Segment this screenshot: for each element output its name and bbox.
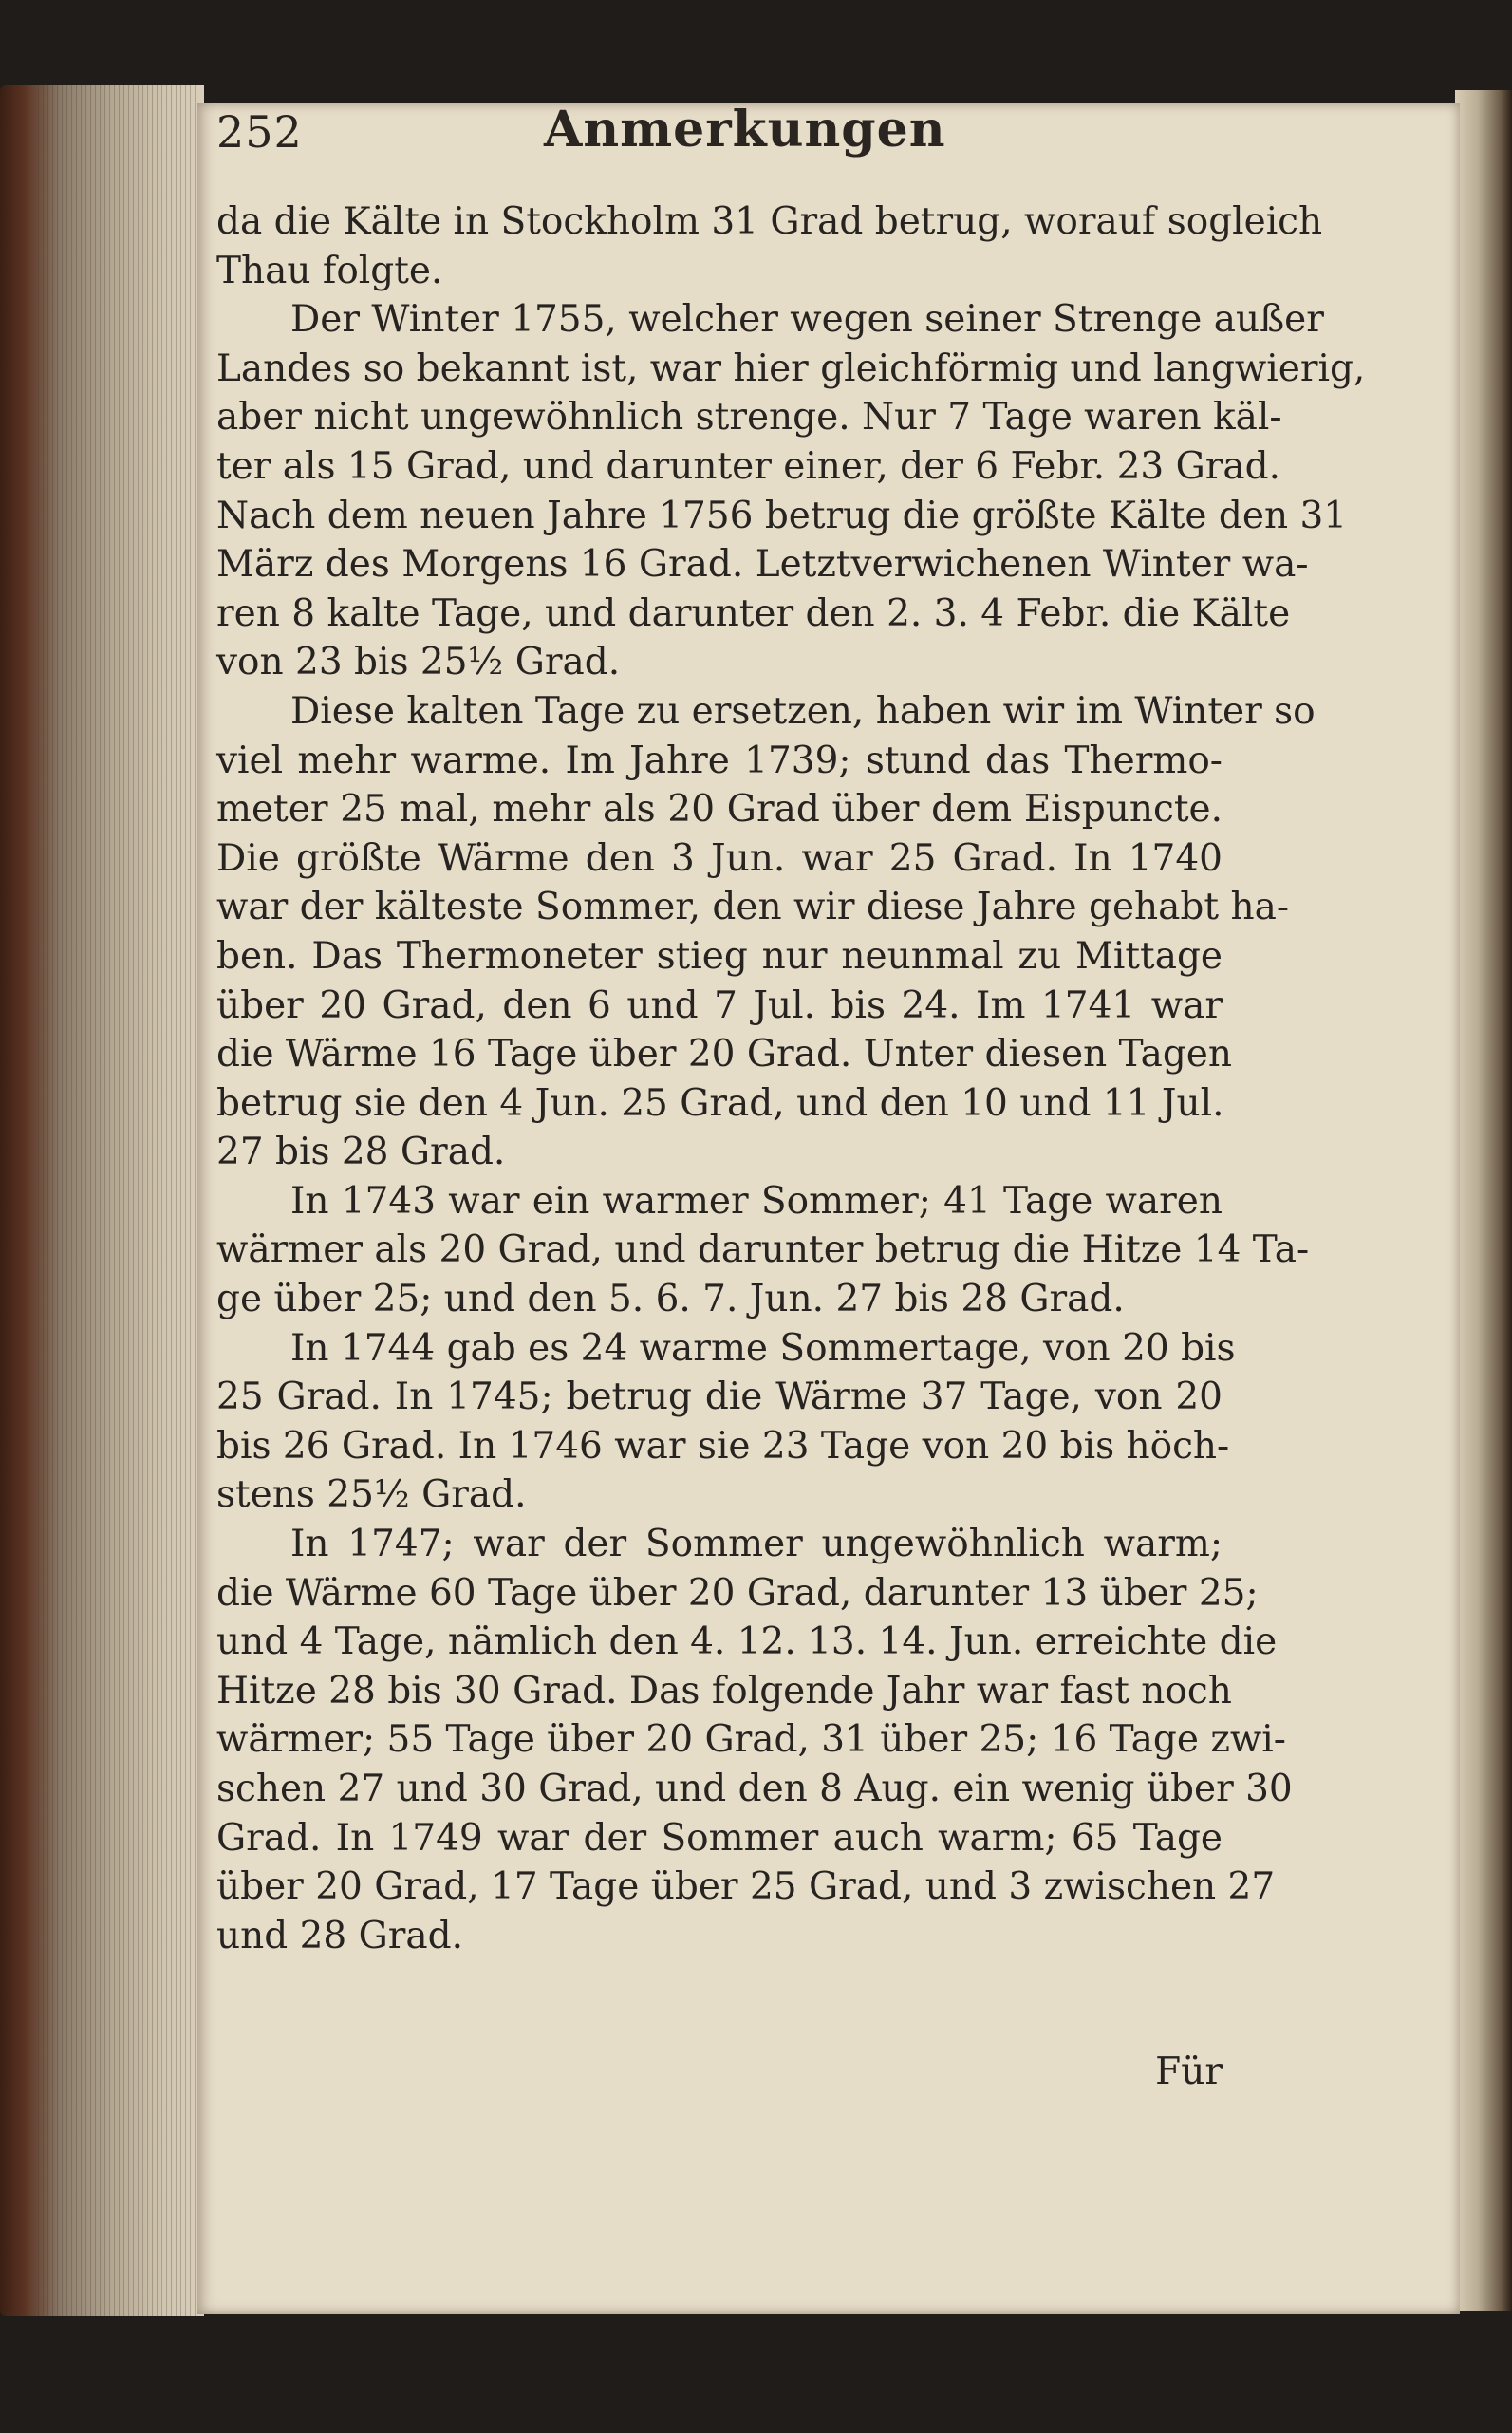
page-header bbox=[216, 101, 1223, 182]
text-line: meter 25 mal, mehr als 20 Grad über dem Eispuncte. bbox=[216, 788, 1223, 832]
text-line: 27 bis 28 Grad. bbox=[216, 1131, 506, 1174]
text-line: schen 27 und 30 Grad, und den 8 Aug. ein wenig über 30 bbox=[216, 1768, 1293, 1810]
text-line: Landes so bekannt ist, war hier gleichförmig und langwierig, bbox=[216, 346, 1366, 390]
text-line: ren 8 kalte Tage, und darunter den 2. 3. 4 Febr. die Kälte bbox=[216, 591, 1291, 635]
text-line: Nach dem neuen Jahre 1756 betrug die größte Kälte den 31 bbox=[216, 494, 1348, 537]
text-line: Diese kalten Tage zu ersetzen, haben wir im Winter so bbox=[290, 689, 1316, 733]
text-line: war der kälteste Sommer, den wir diese Jahre gehabt ha- bbox=[216, 886, 1290, 929]
text-line: Der Winter 1755, welcher wegen seiner Strenge außer bbox=[290, 298, 1324, 342]
text-line: die Wärme 60 Tage über 20 Grad, darunter 13 über 25; bbox=[216, 1571, 1259, 1615]
text-line: Thau folgte. bbox=[216, 249, 443, 292]
text-line: wärmer als 20 Grad, und darunter betrug die Hitze 14 Ta- bbox=[216, 1228, 1310, 1272]
text-line: 25 Grad. In 1745; betrug die Wärme 37 Tage, von 20 bbox=[216, 1376, 1223, 1419]
text-line: Grad. In 1749 war der Sommer auch warm; 65 Tage bbox=[216, 1816, 1223, 1860]
text-line: wärmer; 55 Tage über 20 Grad, 31 über 25; 16 Tage zwi- bbox=[216, 1718, 1286, 1762]
text-line: viel mehr warme. Im Jahre 1739; stund das Thermo- bbox=[216, 739, 1223, 782]
text-line: In 1743 war ein warmer Sommer; 41 Tage waren bbox=[290, 1179, 1223, 1223]
running-head: Anmerkungen bbox=[544, 101, 946, 159]
text-line: bis 26 Grad. In 1746 war sie 23 Tage von 20 bis höch- bbox=[216, 1424, 1230, 1468]
text-line: ge über 25; und den 5. 6. 7. Jun. 27 bis 28 Grad. bbox=[216, 1278, 1125, 1321]
text-line: von 23 bis 25½ Grad. bbox=[216, 641, 621, 684]
page-edges-left bbox=[0, 85, 204, 2316]
text-line: über 20 Grad, 17 Tage über 25 Grad, und 3 zwischen 27 bbox=[216, 1865, 1276, 1909]
text-line: da die Kälte in Stockholm 31 Grad betrug, worauf sogleich bbox=[216, 200, 1323, 243]
page-number: 252 bbox=[216, 106, 303, 158]
page-edges-right bbox=[1455, 90, 1512, 2311]
text-line: die Wärme 16 Tage über 20 Grad. Unter diesen Tagen bbox=[216, 1033, 1233, 1076]
text-line: ben. Das Thermoneter stieg nur neunmal zu Mittage bbox=[216, 934, 1223, 978]
text-line: und 4 Tage, nämlich den 4. 12. 13. 14. Jun. erreichte die bbox=[216, 1620, 1278, 1664]
text-line: betrug sie den 4 Jun. 25 Grad, und den 10 und 11 Jul. bbox=[216, 1081, 1224, 1125]
text-line: März des Morgens 16 Grad. Letztverwichenen Winter wa- bbox=[216, 543, 1309, 587]
text-line: In 1744 gab es 24 warme Sommertage, von 20 bis bbox=[290, 1326, 1236, 1370]
catchword: Für bbox=[1155, 2050, 1223, 2093]
text-line: über 20 Grad, den 6 und 7 Jul. bis 24. Im 1741 war bbox=[216, 983, 1223, 1027]
text-line: In 1747; war der Sommer ungewöhnlich warm; bbox=[290, 1523, 1223, 1566]
body-text bbox=[216, 197, 1366, 1960]
text-line: und 28 Grad. bbox=[216, 1914, 464, 1957]
text-line: aber nicht ungewöhnlich strenge. Nur 7 Tage waren käl- bbox=[216, 396, 1282, 440]
text-line: ter als 15 Grad, und darunter einer, der 6 Febr. 23 Grad. bbox=[216, 444, 1281, 488]
text-line: Hitze 28 bis 30 Grad. Das folgende Jahr war fast noch bbox=[216, 1669, 1232, 1712]
text-line: stens 25½ Grad. bbox=[216, 1473, 527, 1517]
text-line: Die größte Wärme den 3 Jun. war 25 Grad. In 1740 bbox=[216, 836, 1223, 880]
